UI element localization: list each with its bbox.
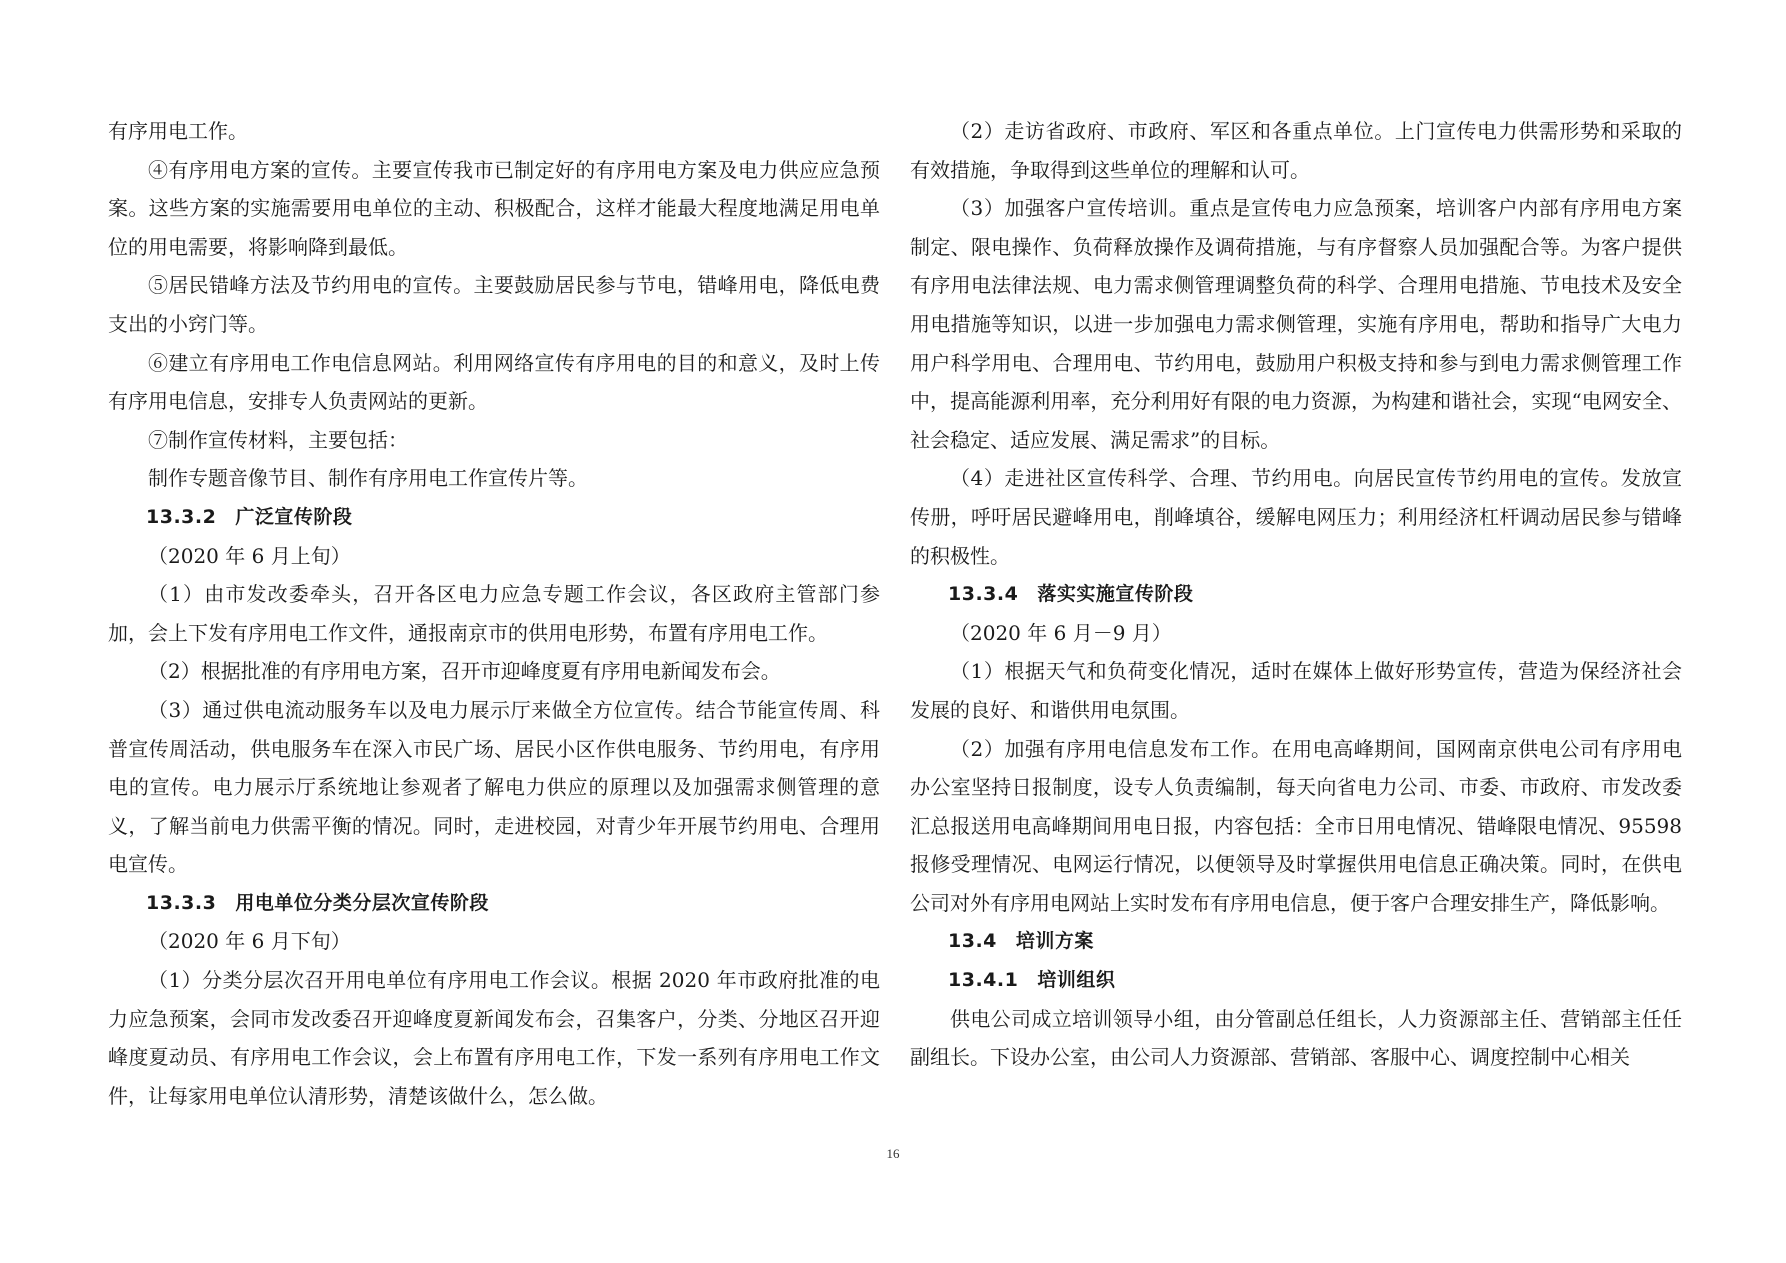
paragraph: （3）加强客户宣传培训。重点是宣传电力应急预案，培训客户内部有序用电方案制定、限电操作、负荷释放操作及调荷措施，与有序督察人员加强配合等。为客户提供有序用电法律法规、电力需求侧管理调整负荷的科学、合理用电措施、节电技术及安全用电措施等知识，以进一步加强电力需求侧管理，实施有序用电，帮助和指导广大电力用户科学用电、合理用电、节约用电，鼓励用户积极支持和参与到电力需求侧管理工作中，提高能源利用率，充分利用好有限的电力资源，为构建和谐社会，实现“电网安全、社会稳定、适应发展、满足需求”的目标。 — [910, 196, 1682, 452]
paragraph: （2020 年 6 月下旬） — [148, 929, 351, 954]
section-title: 培训组织 — [1037, 969, 1116, 992]
section-title: 广泛宣传阶段 — [235, 505, 353, 528]
left-column — [108, 112, 880, 1115]
paragraph: （1）分类分层次召开用电单位有序用电工作会议。根据 2020 年市政府批准的电力应急预案，会同市发改委召开迎峰度夏新闻发布会，召集客户，分类、分地区召开迎峰度夏动员、有序用电工作会议，会上布置有序用电工作，下发一系列有序用电工作文件，让每家用电单位认清形势，清楚该做什么，怎么做。 — [108, 968, 880, 1108]
paragraph: （2）加强有序用电信息发布工作。在用电高峰期间，国网南京供电公司有序用电办公室坚持日报制度，设专人负责编制，每天向省电力公司、市委、市政府、市发改委汇总报送用电高峰期间用电日报，内容包括：全市日用电情况、错峰限电情况、95598 报修受理情况、电网运行情况，以便领导及时掌握供用电信息正确决策。同时，在供电公司对外有序用电网站上实时发布有序用电信息，便于客户合理安排生产，降低影响。 — [910, 736, 1682, 915]
paragraph: 供电公司成立培训领导小组，由分管副总任组长，人力资源部主任、营销部主任任副组长。下设办公室，由公司人力资源部、营销部、客服中心、调度控制中心相关 — [910, 1006, 1682, 1070]
subsection-heading — [910, 961, 1682, 1000]
paragraph: （2）根据批准的有序用电方案，召开市迎峰度夏有序用电新闻发布会。 — [148, 659, 781, 684]
section-heading — [910, 575, 1682, 614]
paragraph: ④有序用电方案的宣传。主要宣传我市已制定好的有序用电方案及电力供应应急预案。这些方案的实施需要用电单位的主动、积极配合，这样才能最大程度地满足用电单位的用电需要，将影响降到最低。 — [108, 157, 880, 259]
paragraph: （2020 年 6 月－9 月） — [950, 620, 1172, 645]
paragraph: （4）走进社区宣传科学、合理、节约用电。向居民宣传节约用电的宣传。发放宣传册，呼吁居民避峰用电，削峰填谷，缓解电网压力；利用经济杠杆调动居民参与错峰的积极性。 — [910, 466, 1682, 568]
paragraph: （1）根据天气和负荷变化情况，适时在媒体上做好形势宣传，营造为保经济社会发展的良好、和谐供用电氛围。 — [910, 659, 1682, 722]
paragraph: 有序用电工作。 — [108, 119, 248, 143]
paragraph: 制作专题音像节目、制作有序用电工作宣传片等。 — [148, 466, 588, 491]
paragraph: （3）通过供电流动服务车以及电力展示厅来做全方位宣传。结合节能宣传周、科普宣传周活动，供电服务车在深入市民广场、居民小区作供电服务、节约用电，有序用电的宣传。电力展示厅系统地让参观者了解电力供应的原理以及加强需求侧管理的意义，了解当前电力供需平衡的情况。同时，走进校园，对青少年开展节约用电、合理用电宣传。 — [108, 697, 880, 877]
section-heading — [910, 922, 1682, 961]
page-number: 16 — [886, 1146, 900, 1161]
paragraph: （2）走访省政府、市政府、军区和各重点单位。上门宣传电力供需形势和采取的有效措施，争取得到这些单位的理解和认可。 — [910, 119, 1682, 182]
paragraph: ⑥建立有序用电工作电信息网站。利用网络宣传有序用电的目的和意义，及时上传有序用电信息，安排专人负责网站的更新。 — [108, 350, 880, 414]
section-title: 培训方案 — [1015, 930, 1094, 953]
section-number: 13.4.1 — [948, 969, 1019, 992]
section-heading — [108, 498, 880, 537]
section-title: 用电单位分类分层次宣传阶段 — [235, 891, 489, 914]
paragraph: ⑦制作宣传材料，主要包括： — [148, 427, 408, 452]
right-column — [910, 112, 1682, 1077]
section-title: 落实实施宣传阶段 — [1037, 583, 1194, 606]
paragraph: （2020 年 6 月上旬） — [148, 543, 351, 568]
section-number: 13.3.2 — [146, 505, 217, 528]
paragraph: （1）由市发改委牵头，召开各区电力应急专题工作会议，各区政府主管部门参加，会上下发有序用电工作文件，通报南京市的供用电形势，布置有序用电工作。 — [108, 582, 880, 645]
section-number: 13.3.4 — [948, 583, 1019, 606]
section-number: 13.3.3 — [146, 891, 217, 914]
section-heading — [108, 884, 880, 923]
section-number: 13.4 — [948, 930, 997, 953]
paragraph: ⑤居民错峰方法及节约用电的宣传。主要鼓励居民参与节电，错峰用电，降低电费支出的小窍门等。 — [108, 273, 880, 336]
